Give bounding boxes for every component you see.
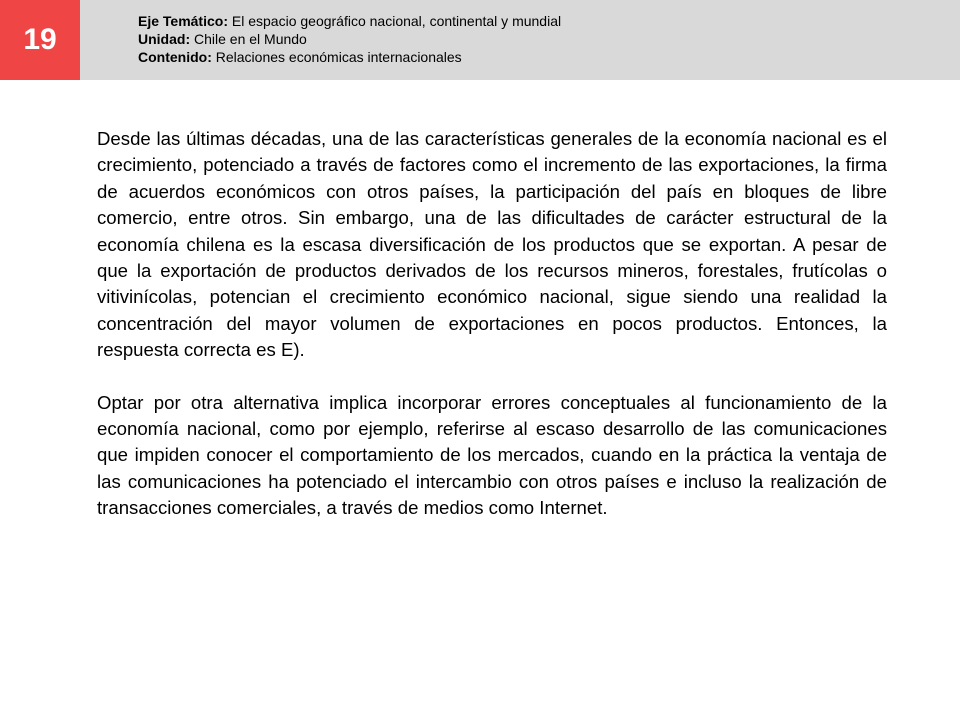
contenido-value: Relaciones económicas internacionales [215, 49, 462, 65]
body-text [97, 126, 887, 548]
paragraph-2: Optar por otra alternativa implica incorporar errores conceptuales al funcionamiento de la economía nacional, como por ejemplo, referirse al escaso desarrollo de las comunicaciones que impiden conocer el comportamiento de los mercados, cuando en la práctica la ventaja de las comunicaciones ha potenciado el intercambio con otros países e incluso la realización de transacciones comerciales, a través de medios como Internet. [97, 391, 887, 519]
header-meta [138, 12, 561, 66]
slide-number: 19 [0, 0, 80, 80]
eje-tematico-value: El espacio geográfico nacional, continental y mundial [231, 13, 562, 29]
unidad-value: Chile en el Mundo [194, 31, 307, 47]
header-bar [0, 0, 960, 80]
unidad-row [138, 30, 561, 48]
paragraph-1: Desde las últimas décadas, una de las características generales de la economía nacional es el crecimiento, potenciado a través de factores como el incremento de las exportaciones, la firma de acuerdos económicos con otros países, la participación del país en bloques de libre comercio, entre otros. Sin embargo, una de las dificultades de carácter estructural de la economía chilena es la escasa diversificación de los productos que se exportan. A pesar de que la exportación de productos derivados de los recursos mineros, forestales, frutícolas o vitivinícolas, potencian el crecimiento económico nacional, sigue siendo una realidad la concentración del mayor volumen de exportaciones en pocos productos. Entonces, la respuesta correcta es E). [97, 128, 887, 361]
eje-tematico-label: Eje Temático: [138, 13, 228, 29]
contenido-row [138, 48, 561, 66]
eje-tematico-row [138, 12, 561, 30]
unidad-label: Unidad: [138, 31, 191, 47]
contenido-label: Contenido: [138, 49, 212, 65]
